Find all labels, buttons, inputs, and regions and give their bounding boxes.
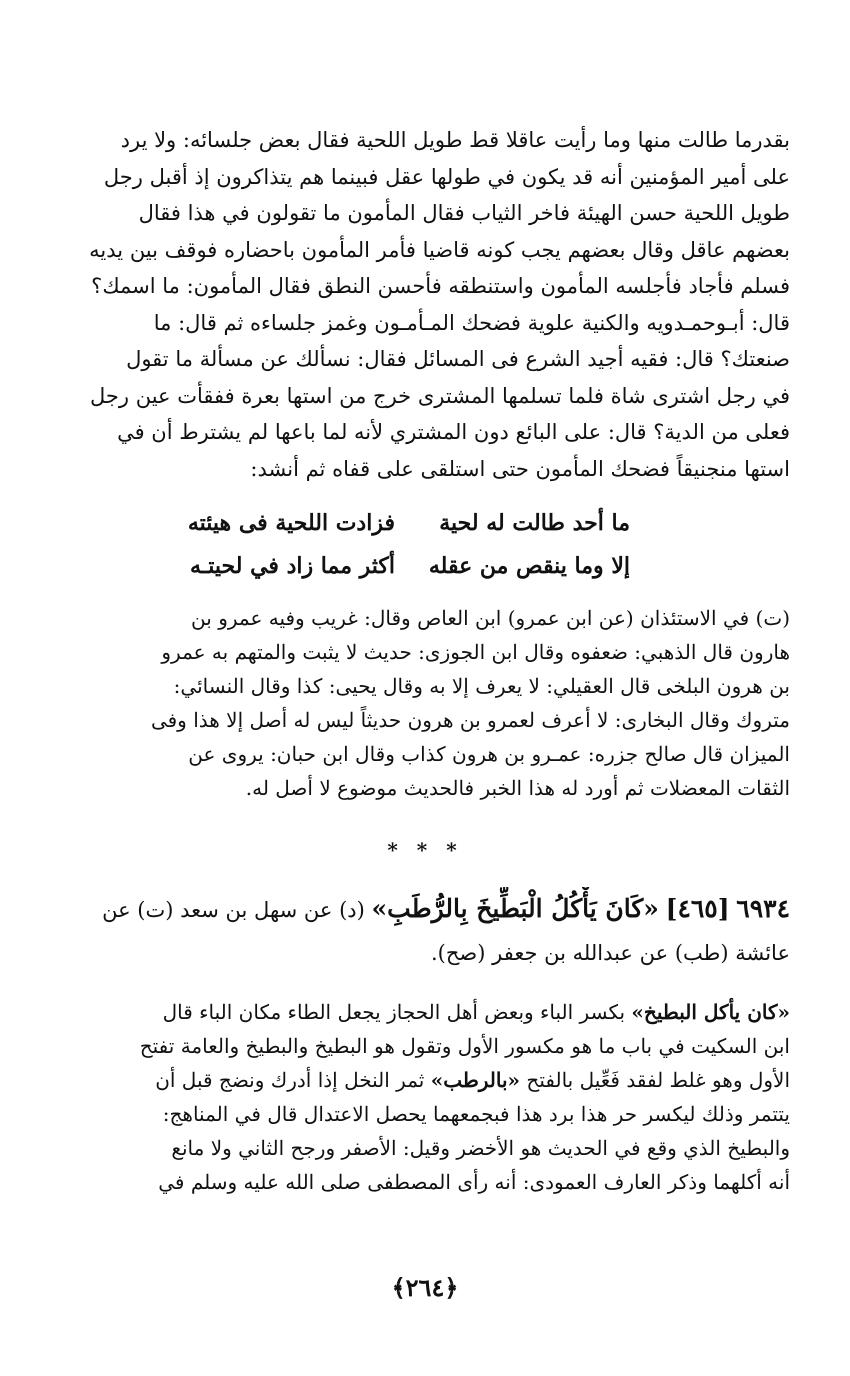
verse-hemistich: إلا وما ينقص من عقله [428,553,630,579]
hadith-text: «كَانَ يَأْكُلُ الْبَطِّيخَ بِالرُّطَبِ» [371,894,659,923]
text-line: والبطيخ الذي وقع في الحديث هو الأخضر وقيل: الأصفر ورجح الثاني ولا مانع [171,1136,790,1160]
hadith-ref: [٤٦٥] [665,894,730,923]
verse-hemistich: أكثر مما زاد في لحيتـه [189,553,395,579]
hadith-line: عائشة (طب) عن عبدالله بن جعفر (صح). [431,941,790,965]
text-line: فسلم فأجاد فأجلسه المأمون واستنطقه فأحسن النطق فقال المأمون: ما اسمك؟ [91,274,790,298]
text-line: صنعتك؟ قال: فقيه أجيد الشرع فى المسائل فقال: نسألك عن مسألة ما تقول [126,347,790,371]
text-line: يتتمر وذلك ليكسر حر هذا برد هذا فبجمعهما يحصل الاعتدال قال في المناهج: [162,1102,790,1126]
commentary-paragraph-2 [60,995,790,1199]
keyword: «كان يأكل البطيخ» [631,1000,790,1024]
text-line: بقدرما طالت منها وما رأيت عاقلا قط طويل اللحية فقال بعض جلسائه: ولا يرد [120,128,790,152]
verse-hemistich: ما أحد طالت له لحية [439,510,630,536]
text-line: الثقات المعضلات ثم أورد له هذا الخبر فالحديث موضوع لا أصل له. [245,776,790,800]
hadith-number: ٦٩٣٤ [736,894,790,923]
text-line: متروك وقال البخارى: لا أعرف لعمرو بن هرون حديثاً ليس له أصل إلا هذا وفى [150,708,790,732]
text-span: بكسر الباء وبعض أهل الحجاز يجعل الطاء مكان الباء قال [162,1000,632,1024]
text-line: على أمير المؤمنين أنه قد يكون في طولها عقل فبينما هم يتذاكرون إذ أقبل رجل [103,164,790,189]
text-line: بعضهم عاقل وقال بعضهم يجب كونه قاضيا فأمر المأمون باحضاره فوقف بين يديه [89,237,790,262]
text-line [60,1063,790,1097]
hadith-line [60,887,790,931]
verse-hemistich: فزادت اللحية فى هيئته [187,510,395,536]
text-line: هارون قال الذهبي: ضعفوه وقال ابن الجوزى: حديث لا يثبت والمتهم به عمرو [161,640,790,664]
text-span: ثمر النخل إذا أدرك ونضج قبل أن [155,1068,431,1092]
takhrij-paragraph [60,601,790,805]
text-line: استها منجنيقاً فضحك المأمون حتى استلقى على قفاه ثم أنشد: [250,456,790,481]
page-number: ﴿٢٦٤﴾ [391,1273,459,1302]
text-line: بن هرون البلخى قال العقيلي: لا يعرف إلا به وقال يحيى: كذا وقال النسائي: [173,674,790,698]
text-line: فعلى من الدية؟ قال: على البائع دون المشتري لأنه لما باعها لم يشترط أن في [117,420,790,444]
text-line: ابن السكيت في باب ما هو مكسور الأول وتقول هو البطيخ والبطيخ والعامة تفتح [139,1034,790,1058]
text-line: قال: أبـوحمـدويه والكنية علوية فضحك المـأمـون وغمز جلساءه ثم قال: ما [153,310,790,335]
text-line [60,995,790,1029]
text-line: أنه أكلهما وذكر العارف العمودى: أنه رأى المصطفى صلى الله عليه وسلم في [158,1170,790,1194]
section-separator: * * * [387,838,463,862]
text-line: الميزان قال صالح جزره: عمـرو بن هرون كذاب وقال ابن حبان: يروى عن [188,742,790,766]
keyword: «بالرطب» [430,1068,521,1092]
text-line: (ت) في الاستئذان (عن ابن عمرو) ابن العاص وقال: غريب وفيه عمرو بن [191,606,790,630]
hadith-source: (د) عن سهل بن سعد (ت) عن [102,898,365,922]
commentary-paragraph-1 [60,122,790,487]
text-line: طويل اللحية حسن الهيئة فاخر الثياب فقال المأمون ما تقولون في هذا فقال [138,201,790,225]
text-span: الأول وهو غلط لفقد فَعِّيل بالفتح [520,1068,790,1092]
hadith-entry [60,887,790,975]
text-line: في رجل اشترى شاة فلما تسلمها المشترى خرج من استها بعرة ففقأت عين رجل [90,383,790,408]
